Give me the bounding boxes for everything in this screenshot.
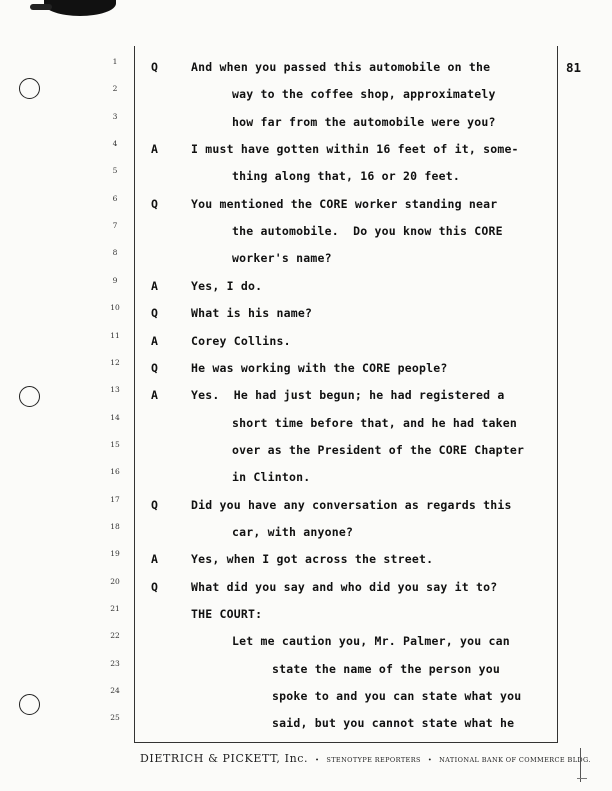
transcript-line-text: Did you have any conversation as regards this	[191, 497, 512, 512]
line-number: 3	[112, 111, 118, 121]
footer-separator: •	[315, 756, 320, 764]
transcript-line-text: spoke to and you can state what you	[272, 689, 522, 704]
transcript-line-text: worker's name?	[232, 251, 332, 266]
transcript-line-text: You mentioned the CORE worker standing near	[191, 196, 498, 211]
speaker-label: Q	[151, 497, 158, 512]
margin-mark	[580, 748, 581, 782]
transcript-line-text: THE COURT:	[191, 607, 263, 621]
line-number: 1	[112, 57, 118, 66]
line-number: 15	[110, 439, 120, 449]
transcript-line-text: thing along that, 16 or 20 feet.	[232, 169, 460, 184]
line-number: 17	[110, 494, 120, 504]
line-number: 8	[112, 248, 118, 258]
line-number: 22	[110, 631, 120, 641]
left-margin-rule	[134, 46, 135, 743]
line-number: 7	[112, 221, 118, 231]
transcript-line-text: I must have gotten within 16 feet of it, some-	[191, 142, 519, 157]
speaker-label: Q	[151, 579, 158, 594]
speaker-label: A	[151, 278, 158, 293]
line-number: 13	[110, 385, 120, 395]
speaker-label: Q	[151, 196, 158, 211]
footer-address: NATIONAL BANK OF COMMERCE BLDG.	[439, 756, 591, 764]
transcript-line-text: car, with anyone?	[232, 524, 354, 539]
line-number: 21	[110, 604, 120, 613]
line-number: 25	[110, 713, 120, 723]
bottom-margin-rule	[134, 742, 558, 743]
transcript-line-text: state the name of the person you	[272, 661, 500, 676]
line-number: 24	[110, 686, 120, 696]
transcript-line-text: how far from the automobile were you?	[232, 114, 496, 129]
transcript-line-text: the automobile. Do you know this CORE	[232, 224, 503, 239]
line-number: 10	[110, 303, 120, 313]
punch-hole-middle	[19, 386, 40, 407]
punch-hole-bottom	[19, 694, 40, 715]
speaker-label: A	[151, 142, 158, 157]
line-number: 9	[112, 275, 118, 285]
transcript-line-text: said, but you cannot state what he	[272, 716, 515, 731]
line-number: 12	[110, 357, 120, 367]
speaker-label: A	[151, 333, 158, 348]
speaker-label: Q	[151, 306, 158, 321]
transcript-line-text: Yes, when I got across the street.	[191, 552, 434, 567]
footer-service: STENOTYPE REPORTERS	[326, 756, 421, 764]
footer-separator: •	[427, 756, 433, 764]
transcript-line-text: in Clinton.	[232, 470, 311, 485]
transcript-line-text: short time before that, and he had taken	[232, 415, 517, 430]
speaker-label: A	[151, 552, 158, 567]
transcript-line-text: He was working with the CORE people?	[191, 360, 448, 375]
line-number: 23	[110, 658, 120, 668]
line-number: 20	[110, 576, 120, 586]
line-number: 6	[112, 193, 118, 203]
line-number: 2	[112, 84, 118, 94]
transcript-line-text: Corey Collins.	[191, 333, 291, 348]
transcript-line-text: over as the President of the CORE Chapter	[232, 442, 525, 457]
margin-mark-tick	[577, 778, 587, 779]
transcript-line-text: Yes. He had just begun; he had registered a	[191, 388, 505, 403]
speaker-label: Q	[151, 360, 158, 375]
line-number: 18	[110, 521, 120, 531]
transcript-line-text: Yes, I do.	[191, 278, 263, 293]
page-number: 81	[566, 60, 582, 75]
ink-blot-small	[30, 4, 52, 10]
line-number: 4	[112, 139, 118, 149]
transcript-line-text: way to the coffee shop, approximately	[232, 87, 496, 102]
line-number: 14	[110, 412, 120, 422]
reporter-footer	[140, 752, 591, 765]
punch-hole-top	[19, 78, 40, 99]
line-number: 16	[110, 467, 120, 477]
transcript-line-text: What is his name?	[191, 306, 313, 321]
speaker-label: A	[151, 388, 158, 403]
line-number: 19	[110, 549, 120, 559]
line-number: 11	[110, 330, 120, 340]
right-margin-rule	[557, 46, 558, 743]
line-number: 5	[112, 166, 118, 176]
transcript-line-text: What did you say and who did you say it to?	[191, 579, 498, 594]
transcript-line-text: And when you passed this automobile on the	[191, 60, 491, 74]
footer-firm: DIETRICH & PICKETT, Inc.	[140, 752, 309, 765]
speaker-label: Q	[151, 60, 158, 74]
transcript-line-text: Let me caution you, Mr. Palmer, you can	[232, 634, 510, 649]
ink-blot	[44, 0, 116, 16]
